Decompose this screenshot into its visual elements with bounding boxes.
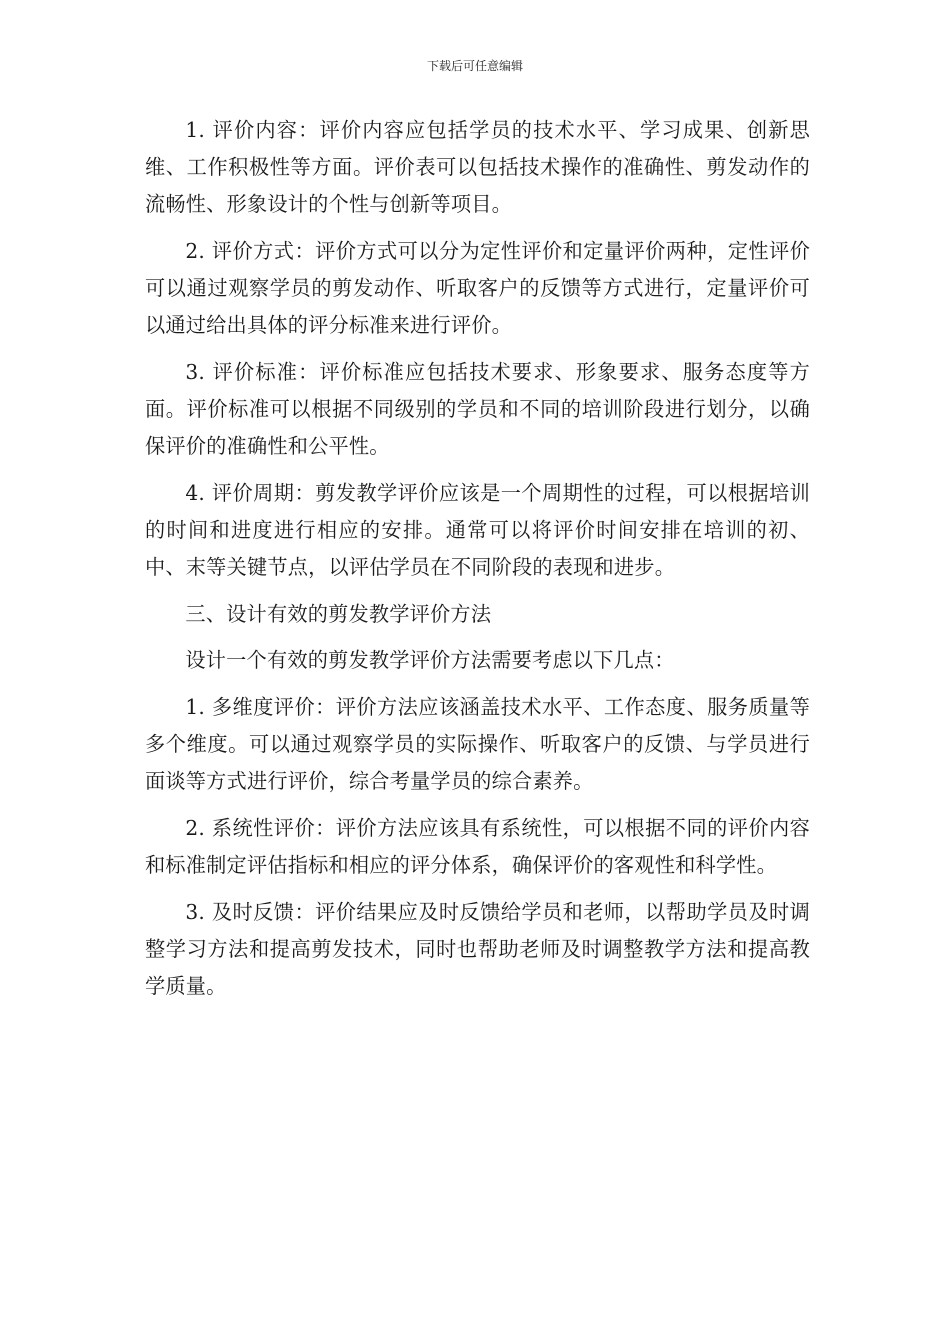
paragraph-evaluation-method: 2. 评价方式：评价方式可以分为定性评价和定量评价两种，定性评价可以通过观察学员的剪发动作、听取客户的反馈等方式进行，定量评价可以通过给出具体的评分标准来进行评价。 xyxy=(145,239,810,337)
section-heading: 三、设计有效的剪发教学评价方法 xyxy=(185,602,492,626)
paragraph-timely-feedback: 3. 及时反馈：评价结果应及时反馈给学员和老师，以帮助学员及时调整学习方法和提高剪发技术，同时也帮助老师及时调整教学方法和提高教学质量。 xyxy=(145,900,810,998)
document-body xyxy=(145,112,810,1015)
paragraph-evaluation-standard: 3. 评价标准：评价标准应包括技术要求、形象要求、服务态度等方面。评价标准可以根据不同级别的学员和不同的培训阶段进行划分，以确保评价的准确性和公平性。 xyxy=(145,360,810,458)
paragraph-evaluation-cycle: 4. 评价周期：剪发教学评价应该是一个周期性的过程，可以根据培训的时间和进度进行相应的安排。通常可以将评价时间安排在培训的初、中、末等关键节点，以评估学员在不同阶段的表现和进步。 xyxy=(145,481,810,579)
paragraph-intro: 设计一个有效的剪发教学评价方法需要考虑以下几点： xyxy=(185,648,675,672)
paragraph-multidimensional: 1. 多维度评价：评价方法应该涵盖技术水平、工作态度、服务质量等多个维度。可以通过观察学员的实际操作、听取客户的反馈、与学员进行面谈等方式进行评价，综合考量学员的综合素养。 xyxy=(145,695,810,793)
paragraph-evaluation-content: 1. 评价内容：评价内容应包括学员的技术水平、学习成果、创新思维、工作积极性等方面。评价表可以包括技术操作的准确性、剪发动作的流畅性、形象设计的个性与创新等项目。 xyxy=(145,118,810,216)
paragraph-systematic: 2. 系统性评价：评价方法应该具有系统性，可以根据不同的评价内容和标准制定评估指标和相应的评分体系，确保评价的客观性和科学性。 xyxy=(145,816,810,877)
header-note: 下载后可任意编辑 xyxy=(426,59,523,73)
